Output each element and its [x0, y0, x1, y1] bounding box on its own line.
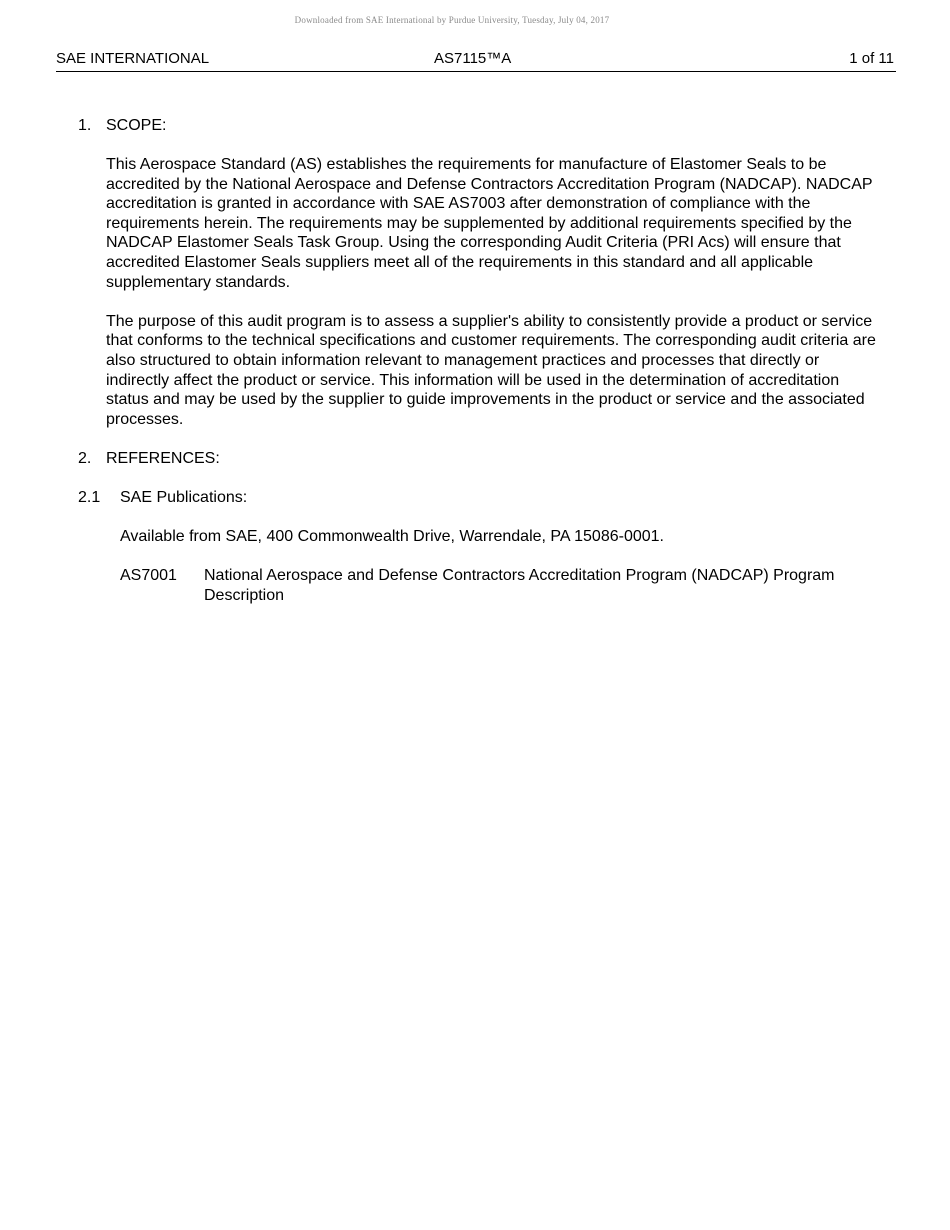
reference-item [120, 566, 878, 606]
subsection-number: 2.1 [78, 488, 101, 506]
section-heading-scope [78, 116, 878, 136]
document-body [78, 116, 878, 606]
header-organization: SAE INTERNATIONAL [56, 50, 210, 67]
section-number: 2. [78, 449, 92, 467]
availability-statement: Available from SAE, 400 Commonwealth Drive, Warrendale, PA 15086-0001. [120, 527, 664, 545]
subsection-title: SAE Publications: [120, 488, 248, 506]
section-title: SCOPE: [106, 117, 167, 134]
subsection-heading-sae-publications [78, 488, 878, 508]
reference-id: AS7001 [120, 567, 177, 585]
section-title: REFERENCES: [106, 449, 220, 467]
page-header [56, 49, 896, 72]
section-number: 1. [78, 117, 92, 134]
header-page-number: 1 of 11 [849, 50, 894, 67]
scope-paragraph-1: This Aerospace Standard (AS) establishes the requirements for manufacture of Elastomer Seals to be accredited by the National Aerospace and Defense Contractors Accreditation Program (NADCAP). NADCAP accreditation is granted in accordance with SAE AS7003 after demonstration of compliance with the requirements herein. The requirements may be supplemented by additional requirements specified by the NADCAP Elastomer Seals Task Group. Using the corresponding Audit Criteria (PRI Acs) will ensure that accredited Elastomer Seals suppliers meet all of the requirements in this standard and all applicable supplementary standards. [106, 156, 873, 291]
section-heading-references [78, 449, 878, 469]
header-document-number: AS7115™A [434, 50, 512, 67]
download-watermark: Downloaded from SAE International by Purdue University, Tuesday, July 04, 2017 [294, 15, 610, 25]
scope-paragraph-2: The purpose of this audit program is to assess a supplier's ability to consistently provide a product or service that conforms to the technical specifications and customer requirements. The corresponding audit criteria are also structured to obtain information relevant to management practices and processes that directly or indirectly affect the product or service. This information will be used in the determination of accreditation status and may be used by the supplier to guide improvements in the product or service and the associated processes. [106, 312, 876, 428]
reference-description: National Aerospace and Defense Contractors Accreditation Program (NADCAP) Program Description [204, 567, 835, 604]
